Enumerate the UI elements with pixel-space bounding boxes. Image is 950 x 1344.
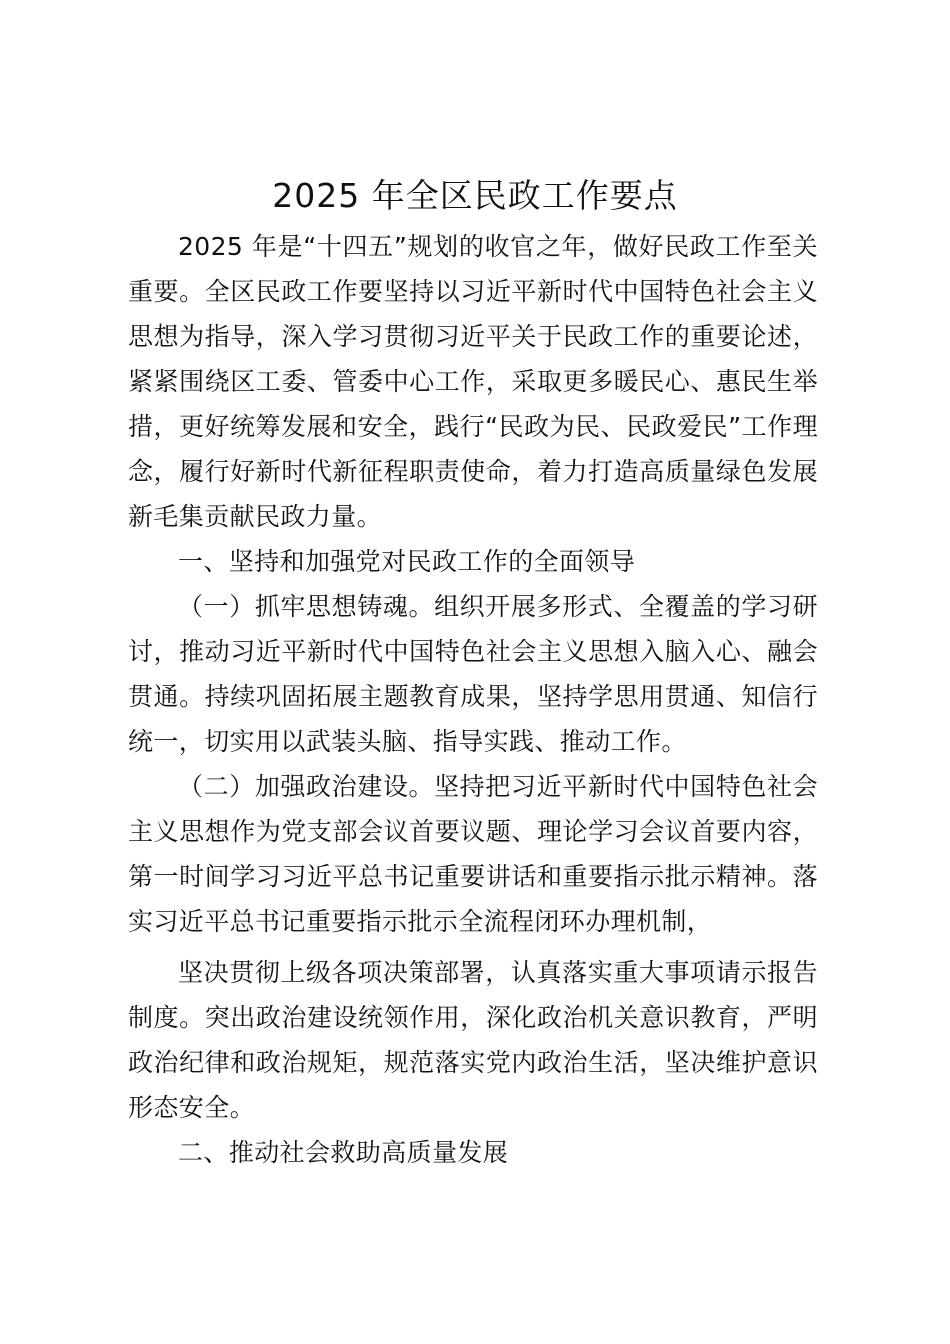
document-title: 2025 年全区民政工作要点: [272, 176, 678, 215]
subsection-paragraph-2: （二）加强政治建设。坚持把习近平新时代中国特色社会主义思想作为党支部会议首要议题、理论学习会议首要内容，第一时间学习习近平总书记重要讲话和重要指示批示精神。落实习近平总书记重要指示批示全流程闭环办理机制，: [128, 772, 818, 936]
continuation-paragraph: 坚决贯彻上级各项决策部署，认真落实重大事项请示报告制度。突出政治建设统领作用，深化政治机关意识教育，严明政治纪律和政治规矩，规范落实党内政治生活，坚决维护意识形态安全。: [128, 958, 818, 1122]
section-heading-2: 二、推动社会救助高质量发展: [178, 1138, 509, 1167]
section-heading-1: 一、坚持和加强党对民政工作的全面领导: [178, 547, 636, 576]
subsection-paragraph-1: （一）抓牢思想铸魂。组织开展多形式、全覆盖的学习研讨，推动习近平新时代中国特色社会主义思想入脑入心、融会贯通。持续巩固拓展主题教育成果，坚持学思用贯通、知信行统一，切实用以武装头脑、指导实践、推动工作。: [128, 592, 818, 756]
intro-paragraph: 2025 年是“十四五”规划的收官之年，做好民政工作至关重要。全区民政工作要坚持以习近平新时代中国特色社会主义思想为指导，深入学习贯彻习近平关于民政工作的重要论述，紧紧围绕区工委、管委中心工作，采取更多暖民心、惠民生举措，更好统筹发展和安全，践行“民政为民、民政爱民”工作理念，履行好新时代新征程职责使命，着力打造高质量绿色发展新毛集贡献民政力量。: [128, 232, 818, 531]
document-body: [128, 224, 818, 1175]
